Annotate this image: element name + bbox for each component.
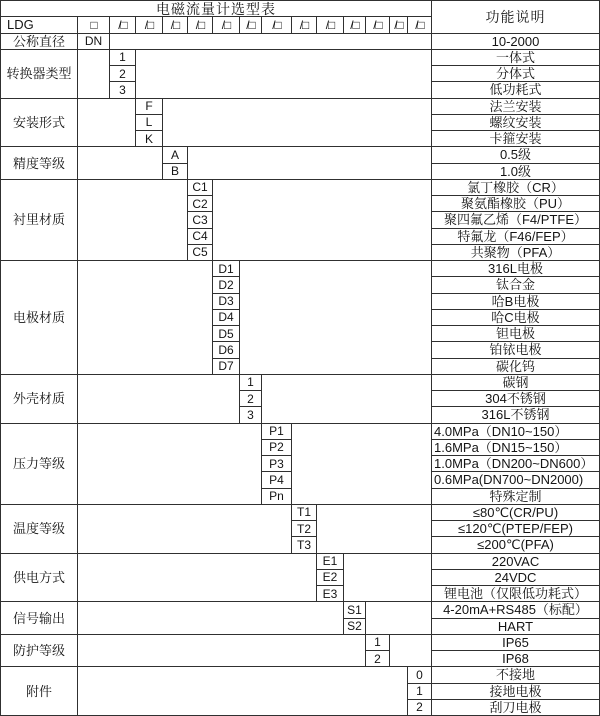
category-label: 附件 — [1, 667, 78, 716]
spacer-cell — [390, 635, 432, 668]
description-cell: 碳钢 — [432, 375, 600, 391]
category-label: 安装形式 — [1, 99, 78, 148]
function-column-header: 功能说明 — [432, 1, 600, 34]
model-slot-box: /□ — [366, 17, 390, 33]
spacer-cell — [78, 505, 292, 554]
spacer-cell — [78, 180, 188, 261]
description-cell: HART — [432, 619, 600, 635]
description-cell: 10-2000 — [432, 34, 600, 50]
description-cell: 1.0级 — [432, 164, 600, 180]
description-cell: 低功耗式 — [432, 82, 600, 98]
description-cell: 哈B电极 — [432, 294, 600, 310]
category-label: 防护等级 — [1, 635, 78, 668]
category-label: 压力等级 — [1, 424, 78, 505]
description-cell: 24VDC — [432, 570, 600, 586]
description-cell: 卡箍安装 — [432, 131, 600, 147]
code-cell: T1 — [292, 505, 317, 521]
description-cell: 0.6MPa(DN700~DN2000) — [432, 472, 600, 488]
spacer-cell — [240, 261, 432, 375]
code-cell: C1 — [188, 180, 213, 196]
description-cell: ≤80℃(CR/PU) — [432, 505, 600, 521]
code-cell: 1 — [110, 50, 136, 66]
description-cell: 特氟龙（F46/FEP） — [432, 229, 600, 245]
model-slot-box: /□ — [240, 17, 262, 33]
code-cell: C4 — [188, 229, 213, 245]
code-cell: L — [136, 115, 163, 131]
spacer-cell — [78, 602, 344, 635]
description-cell: 一体式 — [432, 50, 600, 66]
description-cell: 聚氨酯橡胶（PU） — [432, 196, 600, 212]
code-cell: E3 — [317, 586, 344, 602]
code-cell: D5 — [213, 326, 240, 342]
description-cell: 1.0MPa（DN200~DN600） — [432, 456, 600, 472]
category-label: 信号输出 — [1, 602, 78, 635]
spacer-cell — [78, 554, 317, 603]
spacer-cell — [110, 34, 432, 50]
description-cell: 4-20mA+RS485（标配） — [432, 602, 600, 618]
code-cell: D6 — [213, 342, 240, 358]
code-cell: S1 — [344, 602, 366, 618]
description-cell: 1.6MPa（DN15~150） — [432, 440, 600, 456]
code-cell: D2 — [213, 277, 240, 293]
spacer-cell — [78, 261, 213, 375]
code-cell: DN — [78, 34, 110, 50]
description-cell: 哈C电极 — [432, 310, 600, 326]
description-cell: 304不锈钢 — [432, 391, 600, 407]
code-cell: E2 — [317, 570, 344, 586]
description-cell: 0.5级 — [432, 147, 600, 163]
spacer-cell — [78, 424, 262, 505]
description-cell: 铂铱电极 — [432, 342, 600, 358]
spacer-cell — [78, 635, 366, 668]
model-slot-box: /□ — [390, 17, 408, 33]
spacer-cell — [317, 505, 432, 554]
code-cell: P1 — [262, 424, 292, 440]
model-slot-box: /□ — [188, 17, 213, 33]
code-cell: D7 — [213, 359, 240, 375]
spacer-cell — [213, 180, 432, 261]
spacer-cell — [292, 424, 432, 505]
category-label: 衬里材质 — [1, 180, 78, 261]
code-cell: S2 — [344, 619, 366, 635]
spacer-cell — [78, 147, 163, 180]
code-cell: B — [163, 164, 188, 180]
code-cell: 2 — [110, 66, 136, 82]
description-cell: ≤200℃(PFA) — [432, 537, 600, 553]
model-slot-box: /□ — [344, 17, 366, 33]
description-cell: 钛合金 — [432, 277, 600, 293]
description-cell: 不接地 — [432, 667, 600, 683]
description-cell: 316L电极 — [432, 261, 600, 277]
code-cell: 3 — [240, 407, 262, 423]
description-cell: 刮刀电极 — [432, 700, 600, 716]
description-cell: 接地电极 — [432, 684, 600, 700]
model-slot-box: /□ — [110, 17, 136, 33]
description-cell: 共聚物（PFA） — [432, 245, 600, 261]
code-cell: 1 — [408, 684, 432, 700]
code-cell: P4 — [262, 472, 292, 488]
code-cell: 2 — [408, 700, 432, 716]
spacer-cell — [78, 50, 110, 99]
spacer-cell — [344, 554, 432, 603]
spacer-cell — [188, 147, 432, 180]
code-cell: 2 — [366, 651, 390, 667]
code-cell: 2 — [240, 391, 262, 407]
code-cell: T2 — [292, 521, 317, 537]
category-label: 公称直径 — [1, 34, 78, 50]
description-cell: 锂电池（仅限低功耗式） — [432, 586, 600, 602]
spacer-cell — [78, 667, 408, 716]
description-cell: 法兰安装 — [432, 99, 600, 115]
code-cell: 0 — [408, 667, 432, 683]
description-cell: 螺纹安装 — [432, 115, 600, 131]
category-label: 电极材质 — [1, 261, 78, 375]
category-label: 供电方式 — [1, 554, 78, 603]
description-cell: 316L不锈钢 — [432, 407, 600, 423]
model-slot-box: /□ — [292, 17, 317, 33]
code-cell: C3 — [188, 212, 213, 228]
table-title: 电磁流量计选型表 — [1, 1, 432, 17]
description-cell: 碳化钨 — [432, 359, 600, 375]
model-slot-box: /□ — [136, 17, 163, 33]
description-cell: IP68 — [432, 651, 600, 667]
description-cell: 钽电极 — [432, 326, 600, 342]
description-cell: ≤120℃(PTEP/FEP) — [432, 521, 600, 537]
spacer-cell — [136, 50, 432, 99]
description-cell: 分体式 — [432, 66, 600, 82]
description-cell: 特殊定制 — [432, 489, 600, 505]
code-cell: C2 — [188, 196, 213, 212]
category-label: 外壳材质 — [1, 375, 78, 424]
code-cell: A — [163, 147, 188, 163]
spacer-cell — [163, 99, 432, 148]
code-cell: T3 — [292, 537, 317, 553]
category-label: 温度等级 — [1, 505, 78, 554]
model-slot-box: /□ — [163, 17, 188, 33]
code-cell: 3 — [110, 82, 136, 98]
description-cell: IP65 — [432, 635, 600, 651]
category-label: 转换器类型 — [1, 50, 78, 99]
spacer-cell — [78, 99, 136, 148]
code-cell: F — [136, 99, 163, 115]
spacer-cell — [78, 375, 240, 424]
description-cell: 220VAC — [432, 554, 600, 570]
code-cell: 1 — [240, 375, 262, 391]
model-slot-box: /□ — [213, 17, 240, 33]
model-first-box: □ — [78, 17, 110, 33]
model-slot-box: /□ — [262, 17, 292, 33]
spacer-cell — [366, 602, 432, 635]
description-cell: 聚四氟乙烯（F4/PTFE） — [432, 212, 600, 228]
code-cell: D3 — [213, 294, 240, 310]
code-cell: D1 — [213, 261, 240, 277]
model-prefix-label: LDG — [1, 17, 78, 33]
spacer-cell — [262, 375, 432, 424]
category-label: 精度等级 — [1, 147, 78, 180]
code-cell: 1 — [366, 635, 390, 651]
code-cell: Pn — [262, 489, 292, 505]
code-cell: C5 — [188, 245, 213, 261]
description-cell: 氯丁橡胶（CR） — [432, 180, 600, 196]
model-slot-box: /□ — [408, 17, 432, 33]
code-cell: D4 — [213, 310, 240, 326]
description-cell: 4.0MPa（DN10~150） — [432, 424, 600, 440]
code-cell: P2 — [262, 440, 292, 456]
code-cell: K — [136, 131, 163, 147]
model-slot-box: /□ — [317, 17, 344, 33]
code-cell: P3 — [262, 456, 292, 472]
code-cell: E1 — [317, 554, 344, 570]
